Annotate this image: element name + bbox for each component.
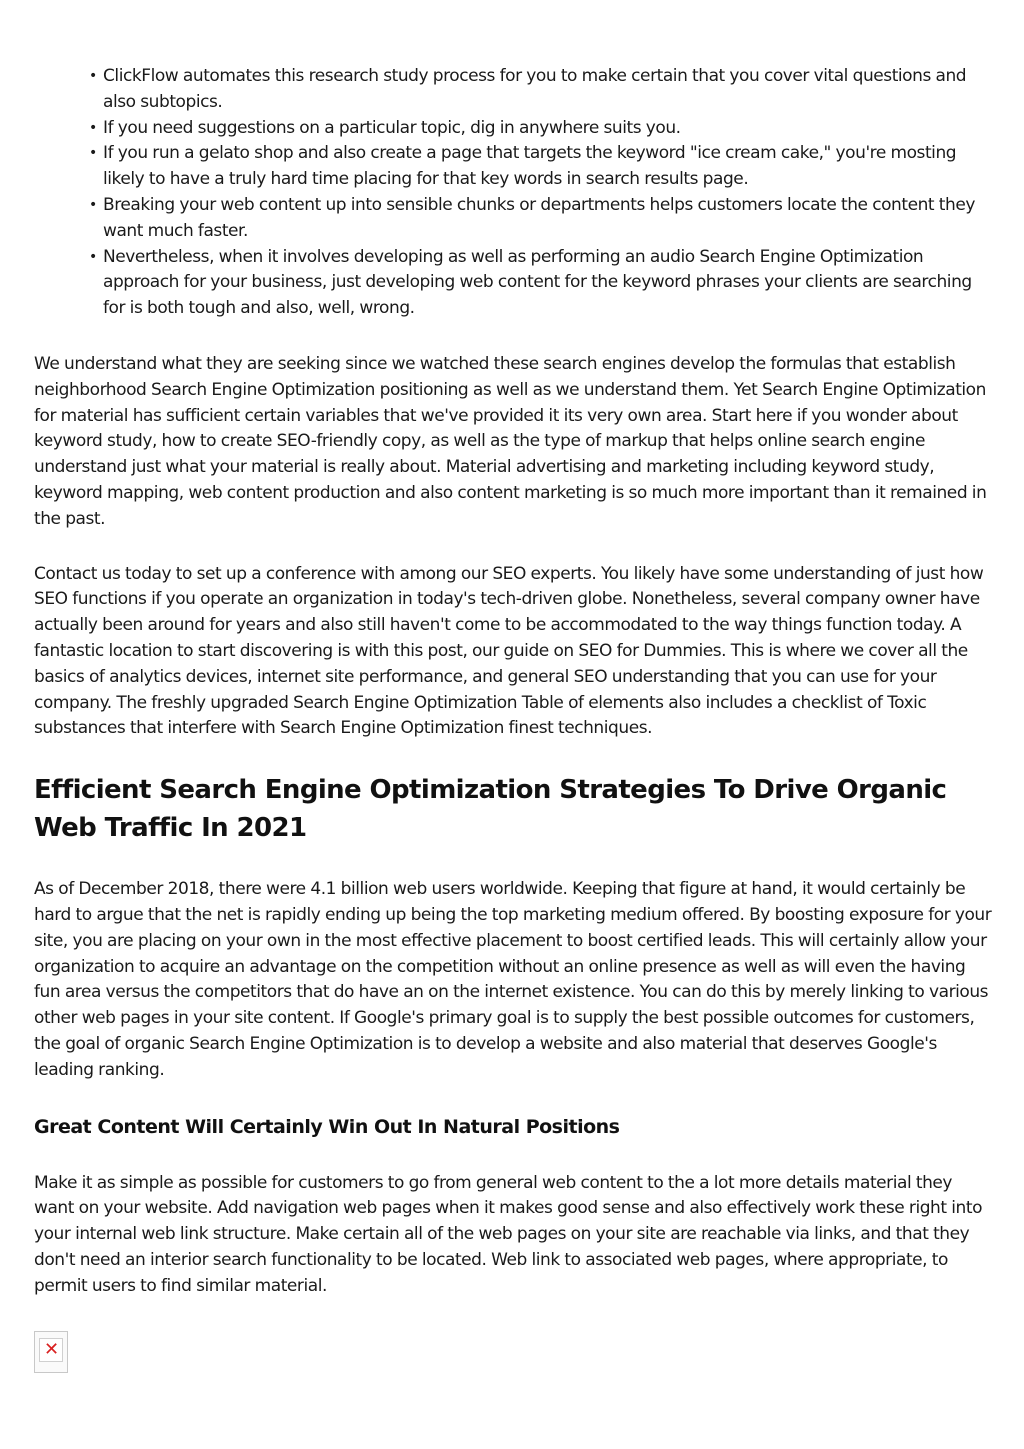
list-item-text: Nevertheless, when it involves developing as well as performing an audio Search Engine Optimization approach for your business, just developing web content for the keyword phrases your clients are searching for is both tough and also, well, wrong.: [103, 246, 972, 319]
close-icon: ✕: [44, 1339, 60, 1361]
list-item-text: If you need suggestions on a particular topic, dig in anywhere suits you.: [103, 117, 681, 138]
list-item-text: ClickFlow automates this research study process for you to make certain that you cover vital questions and also subtopics.: [103, 66, 967, 112]
broken-image-frame: [39, 1338, 63, 1362]
list-item: [89, 64, 994, 116]
paragraph: Contact us today to set up a conference with among our SEO experts. You likely have some understanding of just how SEO functions if you operate an organization in today's tech-driven globe. Nonetheless, several company owner have actually been around for years and also still haven't come to be accommodated to the way things function today. A fantastic location to start discovering is with this post, our guide on SEO for Dummies. This is where we cover all the basics of analytics devices, internet site performance, and general SEO understanding that you can use for your company. The freshly upgraded Search Engine Optimization Table of elements also includes a checklist of Toxic substances that interfere with Search Engine Optimization finest techniques.: [34, 563, 984, 739]
paragraph: We understand what they are seeking since we watched these search engines develop the formulas that establish neighborhood Search Engine Optimization positioning as well as we understand them. Yet Search Engine Optimization for material has sufficient certain variables that we've provided it its very own area. Start here if you wonder about keyword study, how to create SEO-friendly copy, as well as the type of markup that helps online search engine understand just what your material is really about. Material advertising and marketing including keyword study, keyword mapping, web content production and also content marketing is so much more important than it remained in the past.: [34, 353, 987, 529]
article: [34, 64, 994, 1373]
subsection-heading: Great Content Will Certainly Win Out In Natural Positions: [34, 1115, 620, 1138]
list-item: [89, 245, 994, 322]
list-item-text: Breaking your web content up into sensible chunks or departments helps customers locate the content they want much faster.: [103, 194, 975, 241]
list-item: [89, 116, 994, 142]
list-item: [89, 141, 994, 193]
paragraph: As of December 2018, there were 4.1 billion web users worldwide. Keeping that figure at hand, it would certainly be hard to argue that the net is rapidly ending up being the top marketing medium offered. By boosting exposure for your site, you are placing on your own in the most effective placement to boost certified leads. This will certainly allow your organization to acquire an advantage on the competition without an online presence as well as will even the having fun area versus the competitors that do have an on the internet existence. You can do this by merely linking to various other web pages in your site content. If Google's primary goal is to supply the best possible outcomes for customers, the goal of organic Search Engine Optimization is to develop a website and also material that deserves Google's leading ranking.: [34, 879, 992, 1080]
bullet-glyph: •: [89, 248, 97, 265]
bullet-glyph: •: [89, 119, 97, 136]
section-heading: Efficient Search Engine Optimization Strategies To Drive Organic Web Traffic In 2021: [34, 775, 947, 844]
bullet-list: [34, 64, 994, 322]
bullet-glyph: •: [89, 145, 97, 162]
paragraph: Make it as simple as possible for customers to go from general web content to the a lot more details material they want on your website. Add navigation web pages when it makes good sense and also effectively work these right into your internal web link structure. Make certain all of the web pages on your site are reachable via links, and that they don't need an interior search functionality to be located. Web link to associated web pages, where appropriate, to permit users to find similar material.: [34, 1172, 983, 1296]
bullet-glyph: •: [89, 68, 97, 84]
list-item-text: If you run a gelato shop and also create a page that targets the keyword "ice cream cake," you're mosting likely to have a truly hard time placing for that key words in search results page.: [103, 143, 957, 190]
list-item: [89, 193, 994, 245]
broken-image-icon: [34, 1331, 68, 1373]
bullet-glyph: •: [89, 196, 97, 213]
